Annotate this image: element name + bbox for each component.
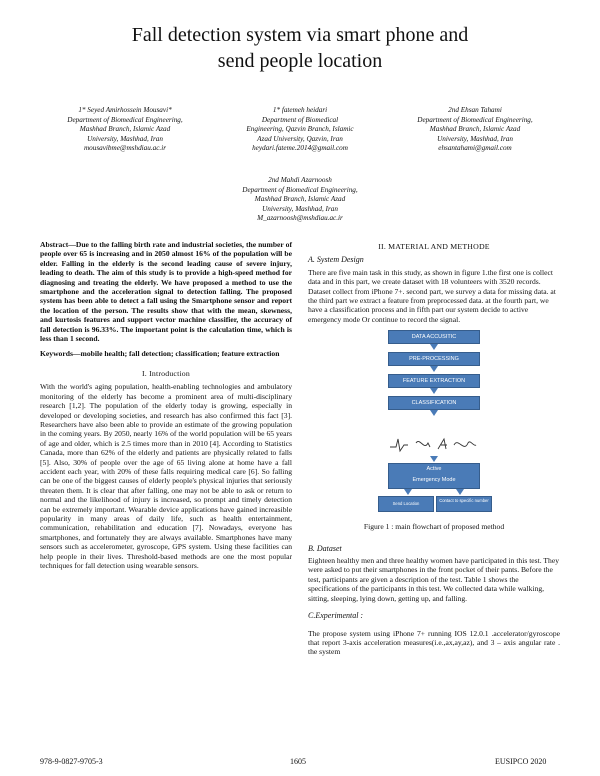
author-affiliation: Department of Biomedical Engineering, — [242, 185, 358, 194]
author-affiliation: Azad University, Qazvin, Iran — [257, 134, 343, 143]
right-column — [308, 240, 560, 657]
author-name: 2nd Mahdi Azarnoosh — [268, 176, 332, 184]
abstract: Abstract—Due to the falling birth rate and industrial societies, the number of people over 65 is increasing and in 2050 almost 16% of the population will be elder. Falling in the elderly is the second leading cause of severe injury, leading to death. The aim of this study is to provide a high-speed method for diagnosing and treating the elderly. We have proposed a method to use the smartphone and the acceleration signal to detection falling. The proposed system has been able to detect a fall using the Smartphone sensor and report the location of the person. The results show that with the mean, skewness, and kurtosis features and support vector machine classifier, the accuracy of fall detection is 96.33%. The important point is the calculation time, which is less than 1 second. — [40, 240, 292, 344]
author-email: M_azarnoosh@mshdiau.ac.ir — [257, 214, 343, 223]
subsection-heading-experimental: C.Experimental : — [308, 611, 364, 621]
footer-conference: EUSIPCO 2020 — [495, 757, 547, 766]
keywords: Keywords—mobile health; fall detection; classification; feature extraction — [40, 349, 280, 359]
flowchart-box-contact-number: Contact to specific number — [436, 496, 492, 512]
author-affiliation: Engineering, Qazvin Branch, Islamic — [246, 125, 354, 134]
author-affiliation: University, Mashhad, Iran — [262, 204, 338, 213]
flowchart-box-data-acquisition: DATA ACCUSITIC — [388, 330, 480, 344]
author-name: 1* Seyed Amirhossein Mousavi* — [78, 106, 172, 114]
title-line-1: Fall detection system via smart phone and — [131, 24, 469, 46]
author-affiliation: University, Mashhad, Iran — [437, 134, 513, 143]
subsection-heading-dataset: B. Dataset — [308, 543, 342, 553]
flowchart-box-emergency-mode — [388, 463, 480, 489]
down-arrow-icon — [404, 489, 412, 495]
signal-sketch-icon — [386, 433, 480, 455]
author-email: ehsantahami@gmail.com — [438, 144, 512, 153]
dataset-text: Eighteen healthy men and three healthy women have participated in this test. They were asked to put their smartphones in the front pocket of their pants. Before the test, participants are given a description of the test. Table 1 shows the specifications of the participants in this test. We collected data while walking, sitting, sleeping, lying down, getting up, and falling. — [308, 556, 560, 603]
author-name: 2nd Ehsan Tahami — [448, 106, 502, 114]
author-block-3 — [390, 106, 560, 154]
section-heading-introduction: I. Introduction — [141, 368, 191, 378]
left-column — [40, 240, 292, 570]
footer-page-number: 1605 — [290, 757, 306, 766]
down-arrow-icon — [430, 388, 438, 394]
section-heading-method: II. MATERIAL AND METHODE — [378, 242, 490, 251]
emergency-line-2: Emergency Mode — [412, 477, 456, 484]
author-email: heydari.fateme.2014@gmail.com — [252, 144, 348, 153]
footer-isbn: 978-9-0827-9705-3 — [40, 757, 103, 766]
emergency-line-1: Active — [426, 466, 442, 473]
author-affiliation: Department of Biomedical Engineering, — [417, 115, 533, 124]
author-affiliation: Department of Biomedical — [261, 115, 339, 124]
system-design-text: There are five main task in this study, as shown in figure 1.the first one is collect data and in this part, we create dataset with 18 volunteers with 3520 records. Dataset collect from iPhone 7+. second part, we survey a data for missing data. at the third part we extract a feature from preprocessed data. at the fourth part, we have a classification process and in fifth part our system decide to active emergency mode Or continue to record the signal. — [308, 267, 556, 324]
author-affiliation: Mashhad Branch, Islamic Azad — [254, 195, 346, 204]
flowchart-box-send-location: Send Location — [378, 496, 434, 512]
paper-title — [0, 22, 600, 74]
author-affiliation: Department of Biomedical Engineering, — [67, 115, 183, 124]
author-affiliation: Mashhad Branch, Islamic Azad — [429, 125, 521, 134]
title-line-2: send people location — [217, 50, 383, 72]
flowchart-box-feature-extraction: FEATURE EXTRACTION — [388, 374, 480, 388]
author-affiliation: University, Mashhad, Iran — [87, 134, 163, 143]
flowchart-box-classification: CLASSIFICATION — [388, 396, 480, 410]
flowchart-figure — [364, 330, 504, 520]
flowchart-box-preprocessing: PRE-PROCESSING — [388, 352, 480, 366]
introduction-text: With the world's aging population, health-enabling technologies and ambulatory monitoring of the elderly has become a prominent area of multi-disciplinary research [1,2]. The population of the elderly today is growing, especially in developed or developing societies, and research has also confirmed this fact [3]. Researchers have also been able to provide an estimate of the growing population in the coming years. By 2050, nearly 16% of the world population will be 65 years of age and older, which is 2.5 times more than in 2010 [4]. According to Statistics Canada, more than 62% of the elderly and patients are physically related to falls [5]. Also, 30% of people over the age of 65 living alone at home have a fall accident each year, with 20% of these falls requiring medical care [6]. So falling can be one of the biggest causes of elderly people's physical injuries that seriously threaten them. It is clear that after falling, one may not be able to ask or return to normal and the likelihood of injury is increased, so prompt and timely detection can be extremely important. Wearable device applications have gained increasible popularity in many areas of daily life, such as health entertainment, communication, rehabilitation and education [7]. Nowadays, everyone has smartphones, and fortunately they are always available. Smartphones have many sensors such as accelerometer, gyroscope, GPS system. Using these facilities can help people in their lives. Threshold-based methods are one the most popular techniques for fall detection using wearable sensors. — [40, 382, 292, 570]
author-name: 1* fatemeh heidari — [272, 106, 328, 114]
down-arrow-icon — [456, 489, 464, 495]
down-arrow-icon — [430, 456, 438, 462]
down-arrow-icon — [430, 366, 438, 372]
figure-caption: Figure 1 : main flowchart of proposed method — [363, 522, 505, 532]
down-arrow-icon — [430, 344, 438, 350]
subsection-heading-system-design: A. System Design — [308, 255, 364, 265]
author-block-4 — [214, 176, 386, 224]
experimental-text: The propose system using iPhone 7+ running IOS 12.0.1 .accelerator/gyroscope that report 3-axis acceleration measures(i.e.,ax,ay,az), and 3 – axis angular rate . the system — [308, 628, 560, 657]
down-arrow-icon — [430, 410, 438, 416]
author-block-2 — [214, 106, 386, 154]
author-block-1 — [40, 106, 210, 154]
author-affiliation: Mashhad Branch, Islamic Azad — [79, 125, 171, 134]
author-email: mousavibme@mshdiau.ac.ir — [83, 144, 167, 153]
